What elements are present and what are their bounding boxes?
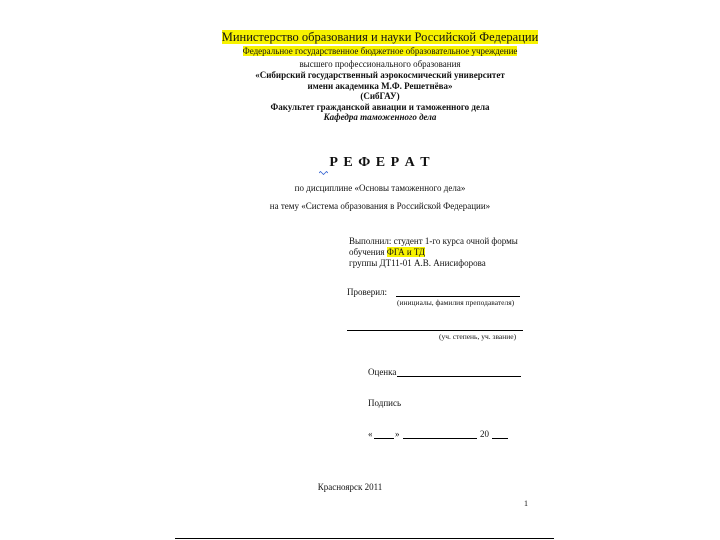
document-title: Р Е Ф Е Р А Т xyxy=(329,155,431,170)
date-month-line xyxy=(403,438,477,439)
date-open-quote: « xyxy=(368,429,373,439)
university-line: «Сибирский государственный аэрокосмический университет xyxy=(255,70,505,80)
city-year: Красноярск 2011 xyxy=(317,482,383,492)
checker-hint-2: (уч. степень, уч. звание) xyxy=(439,332,517,341)
performer-prefix: обучения xyxy=(349,247,387,257)
ministry-line xyxy=(0,30,720,45)
spellcheck-squiggle xyxy=(319,171,328,175)
faculty-line: Факультет гражданской авиации и таможенного дела xyxy=(270,102,490,112)
checker-name-line xyxy=(396,296,520,297)
signature-label: Подпись xyxy=(368,398,402,408)
performer-line-2 xyxy=(349,247,425,257)
grade-line xyxy=(397,376,521,377)
checker-hint-1: (инициалы, фамилия преподавателя) xyxy=(397,298,515,307)
discipline-line: по дисциплине «Основы таможенного дела» xyxy=(294,183,466,193)
named-after-line: имени академика М.Ф. Решетнёва» xyxy=(307,81,453,91)
date-year-line xyxy=(492,438,508,439)
department-line: Кафедра таможенного дела xyxy=(323,112,437,122)
page-number: 1 xyxy=(524,499,528,508)
performer-line-1: Выполнил: студент 1-го курса очной формы xyxy=(349,236,518,246)
date-close-quote: » xyxy=(395,429,400,439)
ministry-text: Министерство образования и науки Российской Федерации xyxy=(221,30,539,44)
abbr-line: (СибГАУ) xyxy=(360,91,400,101)
performer-line-3: группы ДТ11-01 А.В. Анисифорова xyxy=(349,258,486,268)
topic-line: на тему «Система образования в Российской Федерации» xyxy=(269,201,491,211)
performer-faculty-highlight: ФГА и ТД xyxy=(386,247,426,257)
date-day-line xyxy=(374,438,394,439)
checker-degree-line xyxy=(347,330,523,331)
grade-label: Оценка xyxy=(368,367,397,377)
agency-line-1 xyxy=(0,46,720,56)
agency-text-1: Федеральное государственное бюджетное образовательное учреждение xyxy=(242,46,518,56)
date-year-prefix: 20 xyxy=(480,429,489,439)
page-bottom-border xyxy=(175,538,554,539)
checker-label: Проверил: xyxy=(347,287,387,297)
agency-line-2: высшего профессионального образования xyxy=(299,59,461,69)
